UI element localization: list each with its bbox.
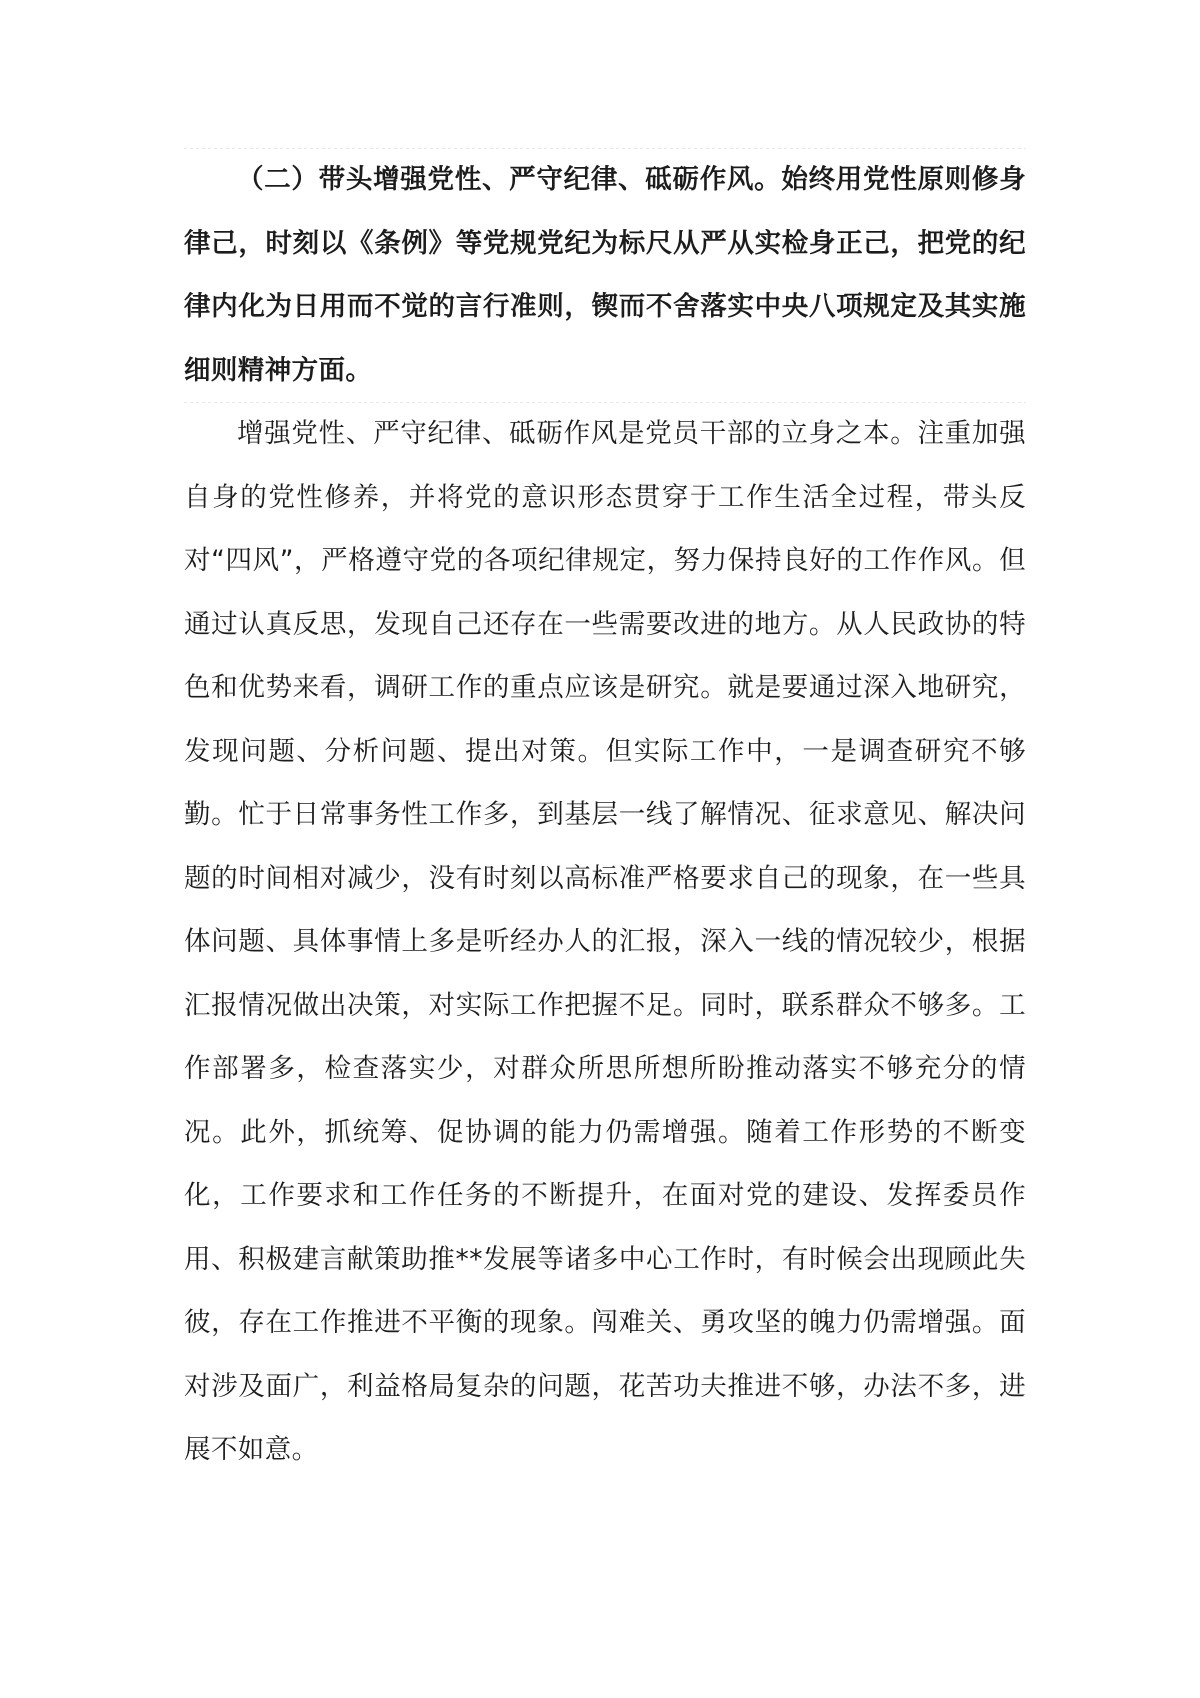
body-paragraph: 增强党性、严守纪律、砥砺作风是党员干部的立身之本。注重加强自身的党性修养，并将党的意识形态贯穿于工作生活全过程，带头反对“四风”，严格遵守党的各项纪律规定，努力保持良好的工作作风。但通过认真反思，发现自己还存在一些需要改进的地方。从人民政协的特色和优势来看，调研工作的重点应该是研究。就是要通过深入地研究，发现问题、分析问题、提出对策。但实际工作中，一是调查研究不够勤。忙于日常事务性工作多，到基层一线了解情况、征求意见、解决问题的时间相对减少，没有时刻以高标准严格要求自己的现象，在一些具体问题、具体事情上多是听经办人的汇报，深入一线的情况较少，根据汇报情况做出决策，对实际工作把握不足。同时，联系群众不够多。工作部署多，检查落实少，对群众所思所想所盼推动落实不够充分的情况。此外，抓统筹、促协调的能力仍需增强。随着工作形势的不断变化，工作要求和工作任务的不断提升，在面对党的建设、发挥委员作用、积极建言献策助推**发展等诸多中心工作时，有时候会出现顾此失彼，存在工作推进不平衡的现象。闯难关、勇攻坚的魄力仍需增强。面对涉及面广，利益格局复杂的问题，花苦功夫推进不够，办法不多，进展不如意。 <box>184 402 1026 1482</box>
section-heading-paragraph: （二）带头增强党性、严守纪律、砥砺作风。始终用党性原则修身律己，时刻以《条例》等党规党纪为标尺从严从实检身正己，把党的纪律内化为日用而不觉的言行准则，锲而不舍落实中央八项规定及其实施细则精神方面。 <box>184 148 1026 402</box>
document-body <box>184 148 1026 1482</box>
